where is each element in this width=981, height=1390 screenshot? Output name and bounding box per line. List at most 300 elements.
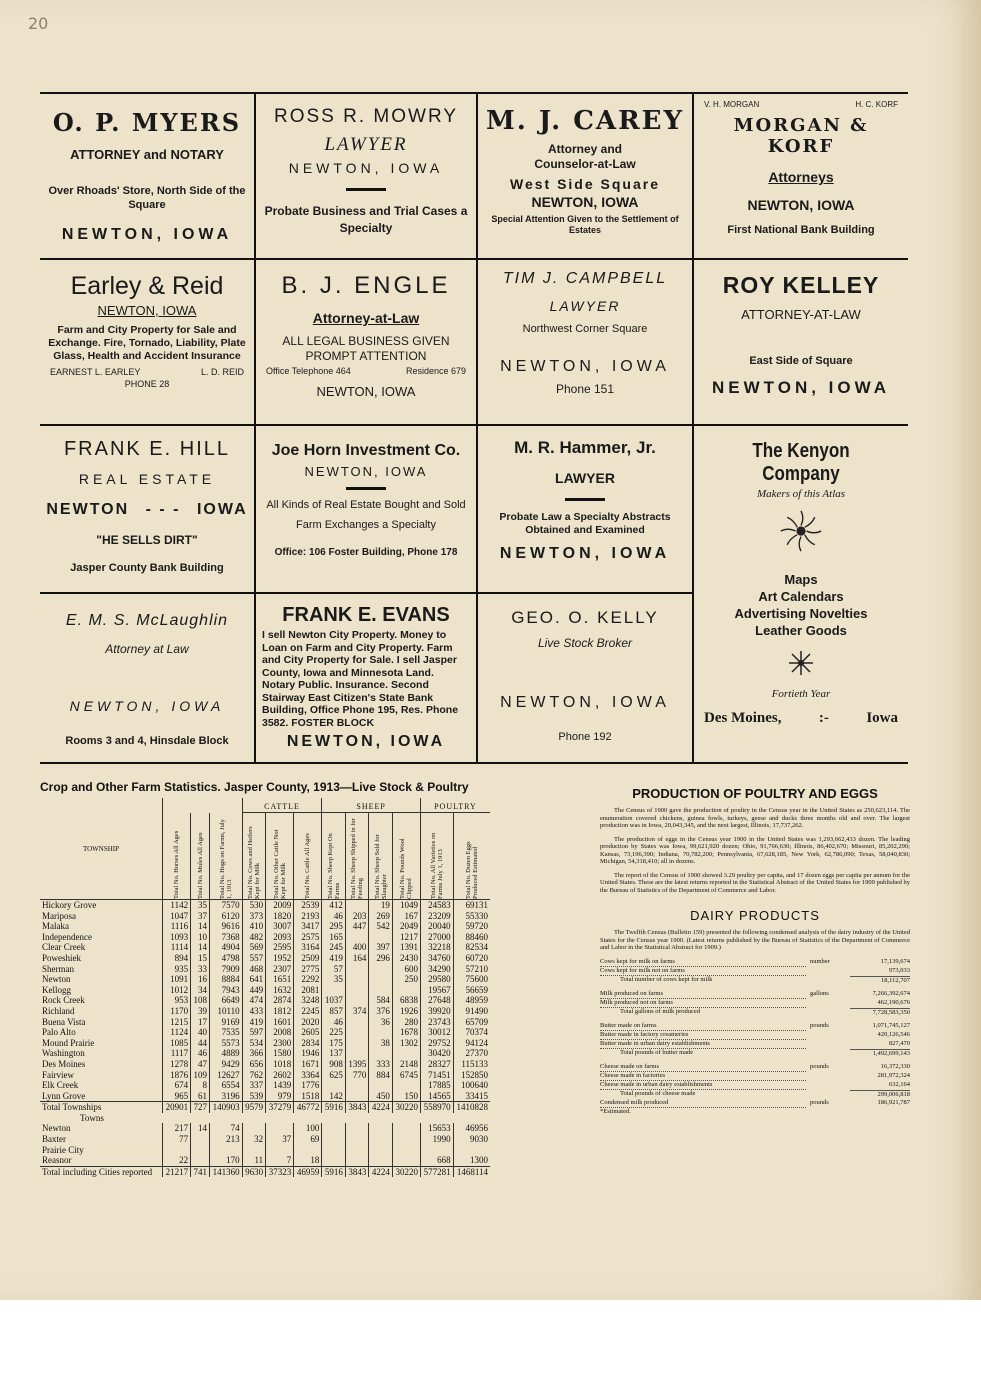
table-cell — [266, 1145, 294, 1156]
township-name: Buena Vista — [42, 1016, 86, 1027]
col-header-text: Total No. Mules All Ages — [196, 832, 204, 899]
table-cell: 30220 — [392, 1166, 420, 1177]
table-cell — [369, 1027, 393, 1038]
table-cell: 419 — [322, 953, 346, 964]
table-row — [40, 1091, 490, 1102]
township-name: Newton — [42, 1123, 71, 1134]
table-cell: 597 — [242, 1027, 266, 1038]
table-cell: 137 — [322, 1048, 346, 1059]
card-name: FRANK E. EVANS — [282, 604, 450, 626]
table-cell: 39920 — [420, 1006, 453, 1017]
card-title: Attorneys — [768, 169, 834, 185]
township-name: Fairview — [42, 1069, 74, 1080]
table-cell: 152850 — [453, 1070, 490, 1081]
card-kelley — [694, 260, 908, 426]
table-cell — [322, 985, 346, 996]
table-cell — [191, 1134, 210, 1145]
table-cell — [322, 1155, 346, 1166]
township-name: Richland — [42, 1005, 75, 1016]
table-cell: 935 — [163, 964, 191, 975]
group-sheep: SHEEP — [322, 798, 421, 813]
card-city: NEWTON, IOWA — [499, 545, 671, 562]
table-cell: 46959 — [294, 1166, 322, 1177]
dairy-row — [600, 990, 910, 999]
township-name: Kellogg — [42, 984, 71, 995]
table-cell: 295 — [322, 921, 346, 932]
table-cell: 2834 — [294, 1038, 322, 1049]
table-cell: 5916 — [322, 1166, 346, 1177]
table-cell: 450 — [369, 1091, 393, 1102]
col-header — [242, 813, 266, 900]
table-row — [40, 995, 490, 1006]
row-label: Cheese made in factories — [600, 1072, 806, 1081]
dairy-total — [600, 976, 910, 985]
city-left: NEWTON — [46, 501, 130, 518]
card-name: Earley & Reid — [70, 272, 224, 300]
dairy-row — [600, 1040, 910, 1049]
table-cell: 6554 — [209, 1080, 242, 1091]
table-cell: 1302 — [392, 1038, 420, 1049]
col-header — [345, 813, 369, 900]
table-row — [40, 1102, 490, 1113]
table-cell: 27370 — [453, 1048, 490, 1059]
card-name: TIM J. CAMPBELL — [502, 270, 668, 287]
table-cell: 7943 — [209, 985, 242, 996]
table-cell — [345, 1155, 369, 1166]
table-cell: 36 — [369, 1017, 393, 1028]
table-cell: 27648 — [420, 995, 453, 1006]
table-cell: 20901 — [163, 1102, 191, 1113]
kenyon-logo-icon — [778, 508, 824, 554]
dairy-row — [600, 999, 910, 1008]
card-morgan-korf — [694, 94, 908, 260]
table-cell: 69131 — [453, 900, 490, 911]
township-name: Total including Cities reported — [40, 1166, 163, 1177]
table-cell: 30420 — [420, 1048, 453, 1059]
table-row — [40, 1113, 490, 1124]
table-cell — [369, 1155, 393, 1166]
row-value: 632,164 — [888, 1080, 910, 1088]
row-value: 7,266,392,674 — [872, 989, 910, 997]
page-number: 20 — [28, 14, 49, 33]
table-cell: 34290 — [420, 964, 453, 975]
table-cell — [345, 1038, 369, 1049]
table-cell: 3364 — [294, 1070, 322, 1081]
table-cell: 46956 — [453, 1123, 490, 1134]
card-name: FRANK E. HILL — [63, 438, 231, 460]
table-cell: 4889 — [209, 1048, 242, 1059]
table-cell: 539 — [242, 1091, 266, 1102]
table-row — [40, 1006, 490, 1017]
table-cell — [345, 1080, 369, 1091]
card-specialty: Probate Business and Trial Cases a Specialty — [264, 204, 468, 235]
towns-label: Towns — [80, 1112, 104, 1123]
card-description: I sell Newton City Property. Money to Loan on Farm and City Property. Farm and City Property for Sale. I sell Jasper County, Iowa and Minnesota Land. Notary Public. Insurance. Second Stairway East Citizen's State Bank Building, Office Phone 195, Res. Phone 3582. FOSTER BLOCK — [262, 629, 459, 729]
card-engle — [256, 260, 476, 426]
table-cell: 142 — [322, 1091, 346, 1102]
table-row — [40, 911, 490, 922]
township-name: Elk Creek — [42, 1080, 79, 1091]
card-city: NEWTON, IOWA — [97, 303, 197, 318]
table-cell: 2307 — [266, 964, 294, 975]
row-unit: number — [810, 957, 830, 965]
table-cell — [369, 1123, 393, 1134]
table-cell — [453, 1145, 490, 1156]
table-cell: 4904 — [209, 942, 242, 953]
table-cell: 16 — [191, 974, 210, 985]
table-cell: 530 — [242, 900, 266, 911]
table-cell: 19 — [369, 900, 393, 911]
table-cell: 741 — [191, 1166, 210, 1177]
table-cell: 245 — [322, 942, 346, 953]
table-cell: 60720 — [453, 953, 490, 964]
col-header — [369, 813, 393, 900]
table-row — [40, 1155, 490, 1166]
table-cell: 75600 — [453, 974, 490, 985]
table-cell: 468 — [242, 964, 266, 975]
table-cell: 2193 — [294, 911, 322, 922]
poultry-paragraph: The Census of 1900 gave the production of poultry in the Census year in the United States as 250,623,114. The enumeration covered chickens, guinea fowls, turkeys, geese and ducks three months old and over. The largest production was in Iowa, 20,043,345, and the next largest, Illinois, 17,737,262. — [600, 807, 910, 829]
table-row — [40, 921, 490, 932]
table-cell: 70374 — [453, 1027, 490, 1038]
table-cell: 15 — [191, 953, 210, 964]
table-cell: 3843 — [345, 1166, 369, 1177]
table-cell: 47 — [191, 1059, 210, 1070]
card-title: LAWYER — [555, 470, 615, 486]
table-cell: 29752 — [420, 1038, 453, 1049]
row-value: 827,470 — [888, 1039, 910, 1047]
table-cell: 55330 — [453, 911, 490, 922]
table-cell — [345, 900, 369, 911]
table-cell: 6120 — [209, 911, 242, 922]
table-cell — [392, 1080, 420, 1091]
col-header-text: Total No. Hogs on Farms, July 1, 1913 — [218, 819, 233, 899]
row-value: 420,126,546 — [877, 1030, 910, 1038]
table-cell: 727 — [191, 1102, 210, 1113]
table-cell — [369, 985, 393, 996]
divider — [346, 188, 386, 191]
table-cell: 32218 — [420, 942, 453, 953]
table-cell: 44 — [191, 1038, 210, 1049]
table-cell: 34 — [191, 985, 210, 996]
farm-table — [40, 798, 490, 1177]
table-cell: 175 — [322, 1038, 346, 1049]
card-description-2: Farm Exchanges a Specialty — [295, 519, 436, 531]
table-cell: 10110 — [209, 1006, 242, 1017]
table-cell: 1601 — [266, 1017, 294, 1028]
row-value: 281,972,324 — [877, 1071, 910, 1079]
row-label: Total pounds of cheese made — [620, 1089, 696, 1097]
table-cell: 27000 — [420, 932, 453, 943]
table-cell — [345, 985, 369, 996]
table-cell: 762 — [242, 1070, 266, 1081]
table-cell: 94124 — [453, 1038, 490, 1049]
row-value: 299,006,818 — [850, 1090, 910, 1099]
table-cell: 32 — [242, 1134, 266, 1145]
farm-table-body — [40, 900, 490, 1178]
col-header-text: Total No. Cattle All Ages — [304, 833, 312, 899]
table-cell: 656 — [242, 1059, 266, 1070]
table-cell: 1391 — [392, 942, 420, 953]
table-cell: 2009 — [266, 900, 294, 911]
col-header-text: Total No. All Varieties on Farms July 1, 1913 — [429, 832, 444, 899]
row-value: 18,112,707 — [850, 976, 910, 985]
table-row — [40, 900, 490, 911]
table-cell: 46 — [322, 911, 346, 922]
table-cell: 4224 — [369, 1166, 393, 1177]
col-header-text: Total No. Sheep Shipped in for Feeding — [350, 818, 365, 899]
table-cell: 108 — [191, 995, 210, 1006]
table-cell: 57210 — [453, 964, 490, 975]
residence-phone: Residence 679 — [405, 366, 466, 376]
township-name: Rock Creek — [42, 995, 85, 1006]
card-city — [698, 710, 904, 727]
col-header-text: Total No. Pounds Wool Clipped — [399, 838, 414, 899]
city-dashes: - - - — [145, 501, 181, 518]
table-cell: 3164 — [294, 942, 322, 953]
row-label: Butter made on farms — [600, 1022, 806, 1031]
card-evans — [256, 594, 476, 762]
table-cell: 9429 — [209, 1059, 242, 1070]
dairy-row — [600, 1063, 910, 1072]
table-cell: 9630 — [242, 1166, 266, 1177]
table-cell: 419 — [242, 1017, 266, 1028]
card-city: NEWTON, IOWA — [288, 160, 444, 176]
table-cell: 2509 — [294, 953, 322, 964]
table-cell: 59720 — [453, 921, 490, 932]
card-name: M. J. CAREY — [485, 106, 685, 136]
col-header — [163, 813, 191, 900]
table-cell — [369, 964, 393, 975]
table-cell: 14565 — [420, 1091, 453, 1102]
table-cell — [392, 985, 420, 996]
table-cell: 37 — [191, 911, 210, 922]
table-cell: 5573 — [209, 1038, 242, 1049]
table-cell: 2093 — [266, 932, 294, 943]
table-cell: 29580 — [420, 974, 453, 985]
card-name: MORGAN & KORF — [733, 115, 869, 157]
table-cell: 15653 — [420, 1123, 453, 1134]
card-address: Over Rhoads' Store, North Side of the Square — [48, 185, 246, 211]
table-cell — [345, 974, 369, 985]
table-cell — [345, 1027, 369, 1038]
table-cell: 1990 — [420, 1134, 453, 1145]
col-header — [420, 813, 453, 900]
table-cell: 23743 — [420, 1017, 453, 1028]
table-cell — [345, 1134, 369, 1145]
card-title: Live Stock Broker — [537, 636, 633, 650]
table-cell: 2081 — [294, 985, 322, 996]
row-value: 1,492,699,143 — [850, 1049, 910, 1058]
dairy-row — [600, 967, 910, 976]
row-value: 16,372,330 — [880, 1062, 910, 1070]
row-value: 1,071,745,127 — [872, 1021, 910, 1029]
card-tagline: Makers of this Atlas — [756, 488, 846, 500]
table-cell: 37279 — [266, 1102, 294, 1113]
card-title: ATTORNEY-AT-LAW — [741, 307, 861, 322]
table-cell: 109 — [191, 1070, 210, 1081]
col-header-text: Total No. Horses All Ages — [173, 830, 181, 899]
table-cell: 217 — [163, 1123, 191, 1134]
row-label: Cheese made in urban dairy establishments — [600, 1081, 806, 1090]
card-city: NEWTON, IOWA — [304, 464, 428, 479]
table-cell: 28327 — [420, 1059, 453, 1070]
table-cell: 1085 — [163, 1038, 191, 1049]
table-cell — [322, 1123, 346, 1134]
table-cell: 1439 — [266, 1080, 294, 1091]
table-cell — [163, 1145, 191, 1156]
card-title: REAL ESTATE — [78, 471, 216, 487]
table-cell — [369, 1134, 393, 1145]
table-cell: 674 — [163, 1080, 191, 1091]
dairy-total — [600, 1008, 910, 1017]
table-cell — [294, 1145, 322, 1156]
table-row — [40, 1038, 490, 1049]
table-cell — [420, 1145, 453, 1156]
table-row — [40, 1166, 490, 1177]
township-name: Malaka — [42, 921, 69, 932]
product-item: Advertising Novelties — [734, 606, 868, 621]
row-unit: gallons — [810, 989, 829, 997]
card-name: Joe Horn Investment Co. — [271, 442, 461, 459]
table-row — [40, 942, 490, 953]
row-value: 186,921,787 — [877, 1098, 910, 1106]
divider — [346, 487, 386, 490]
township-name: Independence — [42, 931, 92, 942]
table-cell: 14 — [191, 1123, 210, 1134]
table-cell: 38 — [369, 1038, 393, 1049]
township-name: Mariposa — [42, 910, 76, 921]
table-cell — [345, 1091, 369, 1102]
township-name: Hickory Grove — [40, 900, 163, 911]
card-city: NEWTON, IOWA — [500, 694, 670, 711]
table-cell: 1946 — [294, 1048, 322, 1059]
group-cattle: CATTLE — [242, 798, 322, 813]
table-cell: 1952 — [266, 953, 294, 964]
table-cell: 6649 — [209, 995, 242, 1006]
card-city — [44, 501, 250, 519]
table-cell — [322, 1080, 346, 1091]
row-label: Total pounds of butter made — [620, 1048, 694, 1056]
table-cell: 1047 — [163, 911, 191, 922]
col-header — [453, 813, 490, 900]
table-cell: 1116 — [163, 921, 191, 932]
dairy-row — [600, 958, 910, 967]
card-kenyon — [694, 426, 908, 760]
poultry-dairy-column — [600, 786, 910, 1116]
table-cell: 1776 — [294, 1080, 322, 1091]
table-cell: 447 — [345, 921, 369, 932]
card-address: Rooms 3 and 4, Hinsdale Block — [65, 735, 229, 747]
table-row — [40, 1145, 490, 1156]
table-cell: 165 — [322, 932, 346, 943]
table-cell — [345, 1048, 369, 1059]
township-name: Mound Prairie — [42, 1037, 95, 1048]
col-header-township: TOWNSHIP — [40, 798, 163, 900]
table-cell: 12627 — [209, 1070, 242, 1081]
table-cell: 46 — [191, 1048, 210, 1059]
table-cell: 150 — [392, 1091, 420, 1102]
table-cell: 4224 — [369, 1102, 393, 1113]
township-name: Baxter — [42, 1134, 66, 1145]
table-cell: 1812 — [266, 1006, 294, 1017]
table-cell: 21217 — [163, 1166, 191, 1177]
dairy-row — [600, 1031, 910, 1040]
table-cell: 1114 — [163, 942, 191, 953]
township-name: Des Moines — [42, 1058, 86, 1069]
table-cell: 894 — [163, 953, 191, 964]
row-label: Butter made in urban dairy establishments — [600, 1040, 806, 1049]
table-cell: 39 — [191, 1006, 210, 1017]
table-cell: 46 — [322, 1017, 346, 1028]
card-address: East Side of Square — [749, 355, 853, 367]
card-name: ROSS R. MOWRY — [274, 106, 458, 127]
card-city: NEWTON, IOWA — [316, 384, 416, 399]
table-cell: 9579 — [242, 1102, 266, 1113]
table-cell: 17 — [191, 1017, 210, 1028]
city-right: IOWA — [196, 501, 248, 518]
table-cell: 577281 — [420, 1166, 453, 1177]
table-cell: 1651 — [266, 974, 294, 985]
product-item: Maps — [784, 572, 818, 587]
card-address: West Side Square — [509, 176, 660, 192]
card-title: Attorney-at-Law — [312, 310, 420, 326]
table-cell: 1215 — [163, 1017, 191, 1028]
row-label: Condensed milk produced — [600, 1099, 806, 1108]
card-title: Attorney at Law — [105, 642, 189, 656]
card-address: Jasper County Bank Building — [70, 562, 224, 574]
blank-group — [163, 798, 243, 813]
table-cell: 250 — [392, 974, 420, 985]
table-cell: 213 — [209, 1134, 242, 1145]
office-phone: Office Telephone 464 — [266, 366, 351, 376]
card-note: Special Attention Given to the Settlement of Estates — [491, 214, 679, 235]
col-header-text: Total No. Sheep Kept On Farms — [326, 833, 341, 899]
partner-left: V. H. MORGAN — [704, 100, 760, 109]
table-cell — [392, 1134, 420, 1145]
table-cell: 7535 — [209, 1027, 242, 1038]
table-cell: 412 — [322, 900, 346, 911]
table-cell: 2020 — [294, 1017, 322, 1028]
table-cell: 2595 — [266, 942, 294, 953]
dairy-intro: The Twelfth Census (Bulletin 159) presented the following condensed analysis of the dairy industry of the United States for the Census year 1900. (Latest returns published by the Bureau of Statistics of the Department of Commerce and Labor in the Statistical Abstract for 1909.) — [600, 929, 910, 951]
row-value: 973,033 — [888, 966, 910, 974]
table-row — [40, 1123, 490, 1134]
table-cell: 2605 — [294, 1027, 322, 1038]
phones — [260, 366, 472, 376]
poultry-paragraph: The production of eggs in the Census year 1900 in the United States was 1,293,662,433 dozen. The leading production by States was Iowa, 99,621,920 dozen; Ohio, 91,766,630; Illinois, 86,402,670; Missouri, 85,202,290; Kansas, 73,196,390; Indiana, 70,782,200; Pennsylvania, 67,628,185, New York, 62,786,090; Texas, 58,040,830; Michigan, 54,318,410; all in dozens. — [600, 835, 910, 865]
card-city: NEWTON, IOWA — [500, 358, 670, 375]
card-name: The Kenyon Company — [752, 440, 850, 485]
card-city: NEWTON, IOWA — [69, 698, 225, 714]
card-phone: Phone 151 — [555, 382, 615, 396]
table-row — [40, 964, 490, 975]
table-cell: 1632 — [266, 985, 294, 996]
table-cell: 376 — [369, 1006, 393, 1017]
col-header-text: Total No. Cows and Heifers Kept for Milk — [246, 826, 261, 899]
table-cell: 953 — [163, 995, 191, 1006]
table-cell: 9030 — [453, 1134, 490, 1145]
table-cell: 35 — [191, 900, 210, 911]
card-title: ATTORNEY and NOTARY — [70, 147, 224, 162]
card-title: Attorney and Counselor-at-Law — [534, 142, 636, 171]
table-cell: 40 — [191, 1027, 210, 1038]
table-cell: 333 — [369, 1059, 393, 1070]
table-cell: 203 — [345, 911, 369, 922]
table-cell: 100640 — [453, 1080, 490, 1091]
card-carey — [478, 94, 692, 260]
partner-right: L. D. REID — [200, 367, 244, 377]
